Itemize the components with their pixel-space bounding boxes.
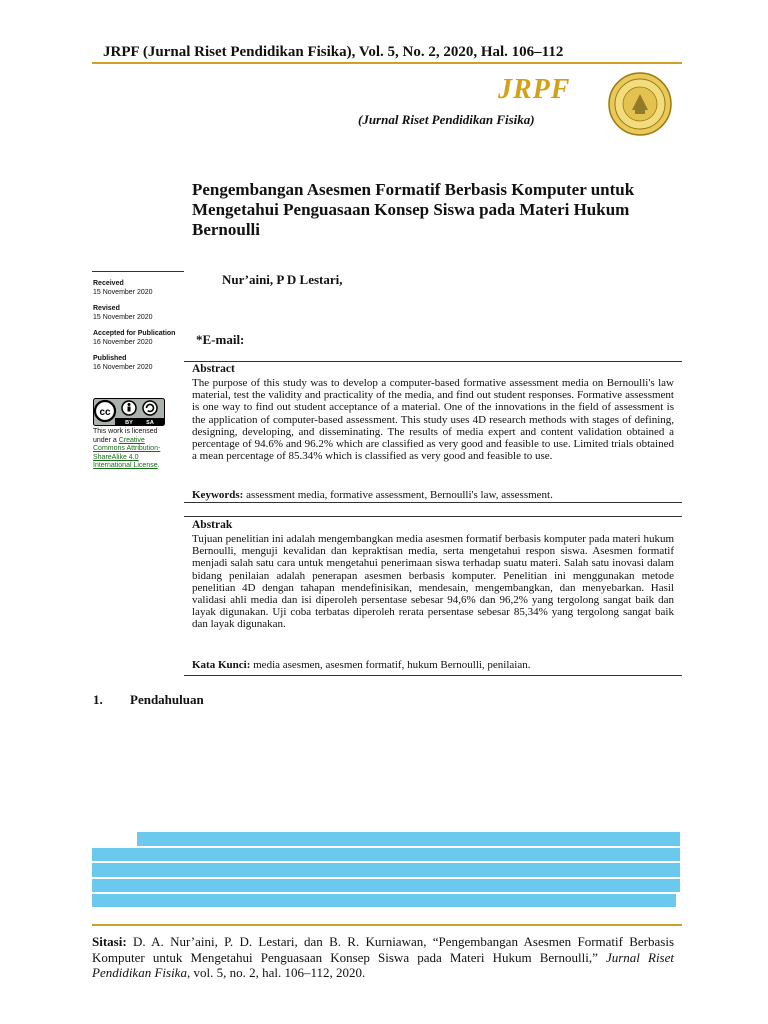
abstract-bottom-rule bbox=[184, 502, 682, 503]
cc-by-sa-license-icon[interactable] bbox=[93, 398, 165, 426]
abstract-body: The purpose of this study was to develop a computer-based formative assessment media on Bernoulli's law material, test the validity and practicality of the media, and find out student responses. Formative assessment is one way to find out student acceptance of a material. One of the innovations in the field of assessment is the application of computer-based assessment. This study uses 4D research methods with stages of defining, designing, developing, and disseminating. The results of media expert and content validation obtained a percentage of 94.6% and 96.2% which are classified as very good and feasible to use. Limited trials obtained a mean percentage of 85.34% which is classified as very good and feasible to use. bbox=[192, 377, 674, 463]
abstrak-heading: Abstrak bbox=[192, 519, 233, 531]
abstrak-top-rule bbox=[184, 516, 682, 517]
kata-kunci-text: media asesmen, asesmen formatif, hukum Bernoulli, penilaian. bbox=[253, 659, 531, 671]
published-label: Published bbox=[93, 355, 127, 362]
citation bbox=[92, 934, 674, 981]
keywords-label: Keywords: bbox=[192, 489, 244, 501]
citation-text: D. A. Nur’aini, P. D. Lestari, dan B. R. Kurniawan, “Pengembangan Asesmen Formatif Berbasis Komputer untuk Mengetahui Penguasaan Konsep Siswa pada Materi Hukum Bernoulli,” bbox=[92, 934, 675, 965]
revised-date: 15 November 2020 bbox=[93, 314, 153, 321]
abstract-top-rule bbox=[184, 361, 682, 362]
authors: Nur’aini, P D Lestari, bbox=[222, 272, 343, 287]
text-selection-highlight bbox=[92, 848, 680, 861]
journal-brand: JRPF bbox=[498, 74, 571, 105]
abstrak-bottom-rule bbox=[184, 675, 682, 676]
received-label: Received bbox=[93, 280, 124, 287]
footer-rule bbox=[92, 924, 682, 926]
citation-label: Sitasi: bbox=[92, 934, 127, 949]
citation-details: , vol. 5, no. 2, hal. 106–112, 2020. bbox=[186, 965, 366, 980]
abstract-keywords bbox=[192, 489, 674, 501]
text-selection-highlight bbox=[92, 863, 680, 877]
license-prefix: This work is licensed under a bbox=[93, 428, 158, 444]
revised-label: Revised bbox=[93, 305, 120, 312]
svg-text:cc: cc bbox=[99, 407, 111, 418]
paper-title: Pengembangan Asesmen Formatif Berbasis Komputer untuk Mengetahui Penguasaan Konsep Siswa pada Materi Hukum Bernoulli bbox=[192, 180, 635, 239]
accepted-block bbox=[93, 329, 175, 347]
accepted-date: 16 November 2020 bbox=[93, 339, 153, 346]
abstrak-keywords bbox=[192, 659, 674, 671]
section-heading bbox=[93, 692, 204, 708]
email-label: *E-mail: bbox=[196, 332, 245, 347]
section-title: Pendahuluan bbox=[130, 692, 204, 707]
received-date: 15 November 2020 bbox=[93, 289, 153, 296]
svg-text:BY: BY bbox=[125, 420, 133, 426]
accepted-label: Accepted for Publication bbox=[93, 330, 176, 337]
journal-header: JRPF (Jurnal Riset Pendidikan Fisika), Vol. 5, No. 2, 2020, Hal. 106–112 bbox=[103, 44, 564, 60]
keywords-text: assessment media, formative assessment, Bernoulli's law, assessment. bbox=[246, 489, 553, 501]
text-selection-highlight bbox=[92, 879, 680, 892]
header-rule bbox=[92, 62, 682, 64]
journal-seal-logo bbox=[608, 72, 672, 136]
text-selection-highlight bbox=[137, 832, 680, 846]
received-block bbox=[93, 279, 153, 297]
license-suffix: . bbox=[157, 462, 160, 469]
revised-block bbox=[93, 304, 153, 322]
text-selection-highlight bbox=[92, 894, 676, 907]
abstrak-body: Tujuan penelitian ini adalah mengembangkan media asesmen formatif berbasis komputer pada materi hukum Bernoulli, menguji kevalidan dan kepraktisan media, serta mengetahui respon siswa. Asesmen formatif menjadi salah satu cara untuk mengetahui penerimaan siswa terhadap suatu materi. Salah satu inovasi dalam bidang penilaian adalah penerapan asesmen berbasis komputer. Penelitian ini menggunakan metode penelitian 4D dengan tahapan mendefinisikan, mendesain, mengembangkan, dan menyebarkan. Hasil validasi ahli media dan isi diperoleh persentase sebesar 94,6% dan 96,2% yang tergolong sangat baik dan layak digunakan. Uji coba terbatas diperoleh rerata persentase sebesar 85,34% yang tergolong sangat baik dan layak digunakan. bbox=[192, 533, 674, 631]
kata-kunci-label: Kata Kunci: bbox=[192, 659, 251, 671]
published-date: 16 November 2020 bbox=[93, 364, 153, 371]
svg-text:SA: SA bbox=[146, 420, 154, 426]
sidebar-rule bbox=[92, 271, 184, 272]
citation-journal: Jurnal Riset Pendidikan Fisika bbox=[92, 949, 674, 980]
section-number: 1. bbox=[93, 692, 103, 707]
license-link[interactable]: Creative Commons Attribution-ShareAlike 4.0 International License bbox=[93, 436, 161, 469]
abstract-heading: Abstract bbox=[192, 363, 235, 375]
license-text bbox=[93, 428, 175, 471]
journal-brand-subtitle: (Jurnal Riset Pendidikan Fisika) bbox=[358, 112, 535, 127]
published-block bbox=[93, 354, 153, 372]
